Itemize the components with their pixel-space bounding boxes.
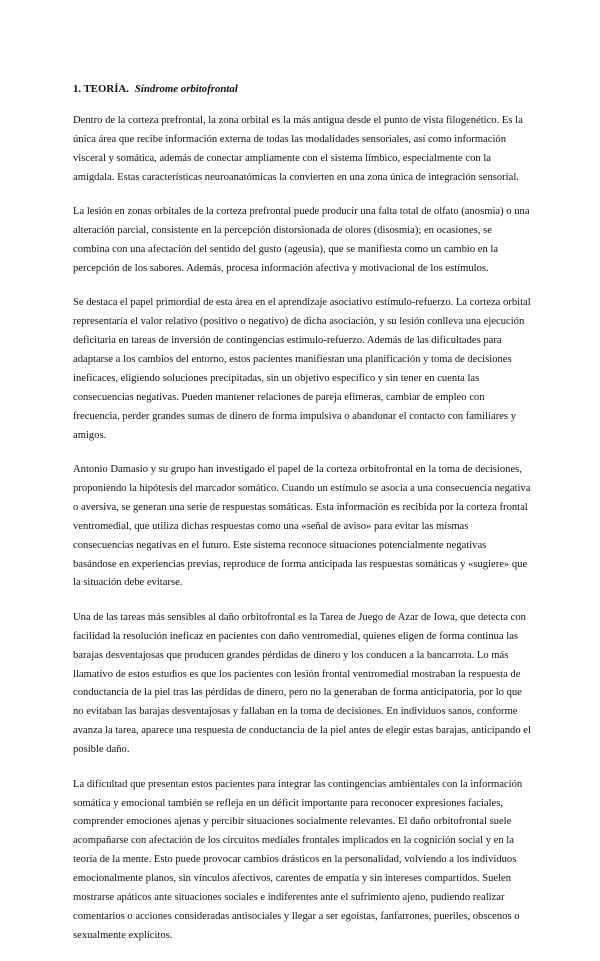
section-number-title: 1. TEORÍA. [73,83,129,95]
section-heading [73,80,531,98]
paragraph-5: Una de las tareas más sensibles al daño orbitofrontal es la Tarea de Juego de Azar de Iowa, que detecta con facilidad la resolución ineficaz en pacientes con daño ventromedial, quienes eligen de forma continua las barajas desventajosas que producen grandes pérdidas de dinero y los conducen a la bancarrota. Lo más llamativo de estos estudios es que los pacientes con lesión frontal ventromedial mostraban la respuesta de conductancia de la piel tras las pérdidas de dinero, pero no la generaban de forma anticipatoria, por lo que no evitaban las barajas desventajosas y fallaban en la toma de decisiones. En individuos sanos, conforme avanza la tarea, aparece una respuesta de conductancia de la piel antes de elegir estas barajas, anticipando el posible daño. [73,611,531,756]
paragraph-3: Se destaca el papel primordial de esta área en el aprendizaje asociativo estímulo-refuerzo. La corteza orbital representaría el valor relativo (positivo o negativo) de dicha asociación, y su lesión conlleva una ejecución deficitaria en tareas de inversión de contingencias estímulo-refuerzo. Además de las dificultades para adaptarse a los cambios del entorno, estos pacientes manifiestan una planificación y toma de decisiones ineficaces, eligiendo soluciones precipitadas, sin un objetivo específico y sin tener en cuenta las consecuencias negativas. Pueden mantener relaciones de pareja efímeras, cambiar de empleo con frecuencia, perder grandes sumas de dinero de forma impulsiva o abandonar el contacto con familiares y amigos. [73,297,531,441]
document-body [73,80,531,961]
section-subtitle: Síndrome orbitofrontal [134,83,238,95]
paragraph-1: Dentro de la corteza prefrontal, la zona orbital es la más antigua desde el punto de vista filogenético. Es la única área que recibe información externa de todas las modalidades sensoriales, así como información visceral y somática, además de conectar ampliamente con el sistema límbico, especialmente con la amígdala. Estas características neuroanatómicas la convierten en una zona única de integración sensorial. [73,115,523,183]
paragraph-6: La dificultad que presentan estos pacientes para integrar las contingencias ambientales con la información somática y emocional también se refleja en un déficit importante para reconocer expresiones faciales, comprender emociones ajenas y percibir situaciones socialmente relevantes. El daño orbitofrontal suele acompañarse con afectación de los circuitos mediales frontales implicados en la cognición social y en la teoría de la mente. Esto puede provocar cambios drásticos en la personalidad, volviendo a los individuos emocionalmente planos, sin vínculos afectivos, carentes de empatía y sin intereses compartidos. Suelen mostrarse apáticos ante situaciones sociales e indiferentes ante el sufrimiento ajeno, pudiendo realizar comentarios o acciones consideradas antisociales y llegar a ser egoístas, fanfarrones, pueriles, obscenos o sexualmente explícitos. [73,778,523,941]
paragraph-4: Antonio Damasio y su grupo han investigado el papel de la corteza orbitofrontal en la toma de decisiones, proponiendo la hipótesis del marcador somático. Cuando un estímulo se asocia a una consecuencia negativa o aversiva, se generan una serie de respuestas somáticas. Esta información es recibida por la corteza frontal ventromedial, que utiliza dichas respuestas como una «señal de aviso» para evitar las mismas consecuencias negativas en el futuro. Este sistema reconoce situaciones potencialmente negativas basándose en experiencias previas, reproduce de forma anticipada las respuestas somáticas y «sugiere» que la situación debe evitarse. [73,464,531,589]
paragraph-2: La lesión en zonas orbitales de la corteza prefrontal puede producir una falta total de olfato (anosmia) o una alteración parcial, consistente en la percepción distorsionada de olores (disosmia); en ocasiones, se combina con una afectación del sentido del gusto (ageusia), que se manifiesta como un cambio en la percepción de los sabores. Además, procesa información afectiva y motivacional de los estímulos. [73,206,530,274]
